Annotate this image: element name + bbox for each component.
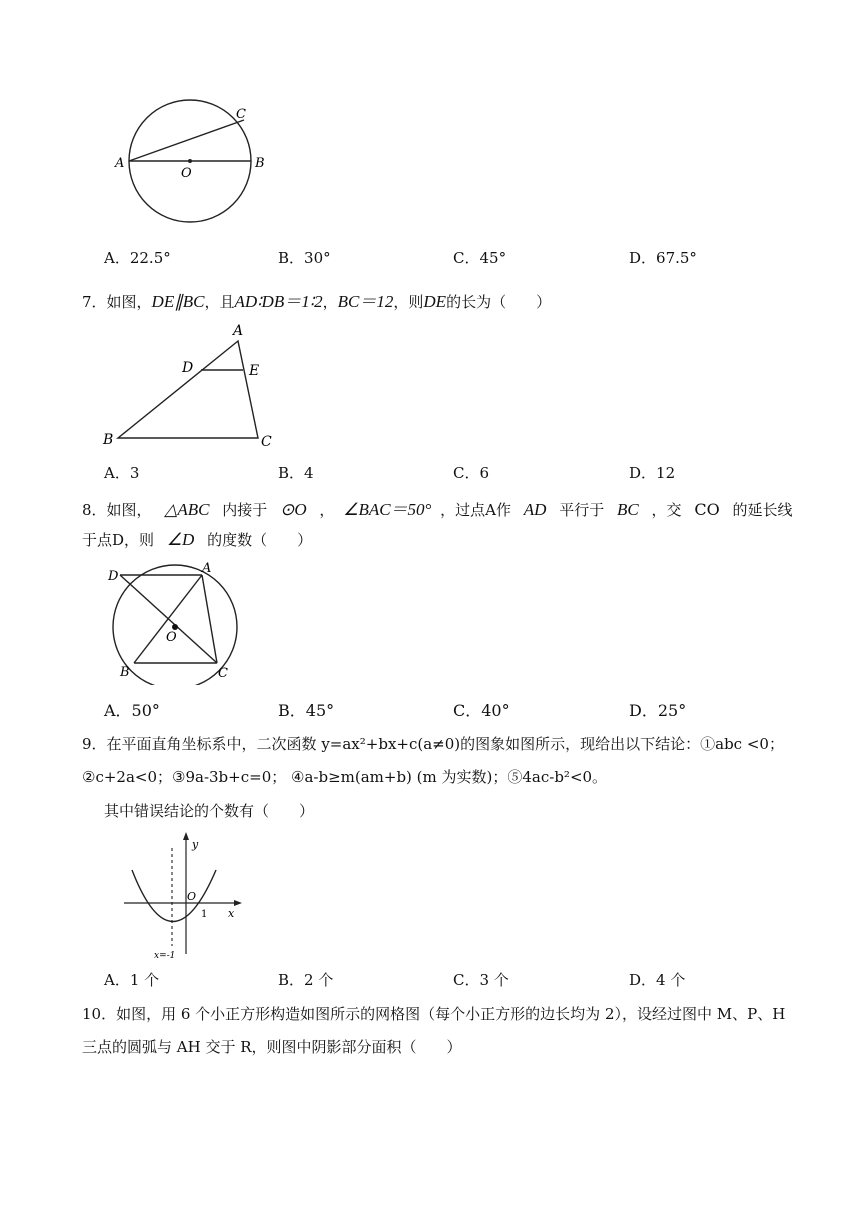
q7-text-3: ， [322, 293, 338, 311]
q6-option-c: C．45° [453, 249, 507, 267]
q8-l1-a: 8．如图， [82, 501, 152, 519]
q8-option-b: B．45° [278, 701, 335, 720]
q8-l1-m3: ∠BAC＝50° [343, 500, 432, 519]
q7-math-3: BC＝12 [337, 292, 394, 311]
q8-segment-ac [202, 575, 217, 663]
q8-l1-m4: AD [523, 500, 547, 519]
q9-option-d: D．4 个 [629, 971, 686, 989]
q7-triangle-figure [98, 318, 288, 453]
q8-circle-figure [104, 560, 249, 685]
q9-y-axis-arrow [183, 832, 189, 840]
q7-text-5: 的长为（ ） [446, 293, 552, 311]
q9-x-axis-arrow [234, 900, 242, 906]
q10-question-line-1: 10．如图，用 6 个小正方形构造如图所示的网格图（每个小正方形的边长均为 2），设经过图中 M、P、H [82, 1005, 786, 1023]
q8-l1-f: ，交 [651, 501, 682, 519]
q7-question-text [82, 287, 551, 312]
q6-option-b: B．30° [278, 249, 331, 267]
q6-label-a: A [115, 156, 125, 171]
q8-l2-m1: ∠D [166, 530, 195, 549]
q7-triangle-abc [118, 341, 258, 438]
q6-label-b: B [255, 156, 265, 171]
q9-label-y: y [192, 838, 199, 851]
q6-circle-figure [108, 92, 278, 227]
q9-option-b: B．2 个 [278, 971, 334, 989]
q7-option-d: D．12 [629, 464, 676, 482]
q7-math-4: DE [423, 292, 447, 311]
q7-label-b: B [103, 432, 114, 448]
q8-l1-b: 内接于 [222, 501, 268, 519]
q8-l1-m5: BC [617, 500, 639, 519]
q6-label-o: O [181, 166, 192, 181]
q6-chord-ac [129, 120, 244, 161]
q8-option-d: D．25° [629, 701, 687, 720]
q7-math-1: DE∥BC [151, 292, 205, 311]
q8-l2-a: 于点D，则 [82, 531, 155, 549]
q8-option-c: C．40° [453, 701, 510, 720]
q9-label-o: O [187, 890, 197, 903]
q8-l1-g: 的延长线 [732, 501, 793, 519]
q8-label-d: D [108, 569, 119, 584]
q8-l1-m2: ⊙O [280, 500, 307, 519]
q6-label-c: C [236, 107, 246, 122]
q6-option-a: A．22.5° [104, 249, 171, 267]
q8-l1-m1: △ABC [164, 500, 210, 519]
q7-text-1: 7．如图， [82, 293, 152, 311]
q9-option-c: C．3 个 [453, 971, 509, 989]
q9-label-one: 1 [201, 909, 208, 920]
q7-label-a: A [233, 323, 244, 339]
q8-l2-b: 的度数（ ） [207, 531, 313, 549]
q9-question-line-3: 其中错误结论的个数有（ ） [104, 802, 315, 820]
q8-l1-m6: CO [694, 500, 720, 519]
q9-question-line-2: ②c+2a<0；③9a-3b+c=0； ④a-b≥m(am+b) (m 为实数)；⑤4ac-b²<0。 [82, 768, 608, 786]
q6-center-dot [188, 159, 192, 163]
q8-l1-d: ，过点A作 [440, 501, 511, 519]
q7-option-b: B．4 [278, 464, 314, 482]
q8-question-line-1 [82, 495, 792, 520]
q8-l1-c: ， [319, 501, 335, 519]
q8-label-b: B [120, 665, 130, 680]
q6-option-d: D．67.5° [629, 249, 697, 267]
q7-option-c: C．6 [453, 464, 490, 482]
q7-label-d: D [182, 360, 194, 376]
q9-label-x: x [228, 907, 235, 920]
q8-label-o: O [166, 630, 177, 645]
q8-label-c: C [218, 666, 228, 681]
q7-label-c: C [261, 434, 272, 450]
q9-option-a: A．1 个 [104, 971, 160, 989]
q9-label-axis: x=-1 [154, 951, 176, 961]
q8-option-a: A．50° [104, 701, 160, 720]
q8-segment-ab [134, 575, 202, 663]
q10-question-line-2: 三点的圆弧与 AH 交于 R，则图中阴影部分面积（ ） [82, 1038, 462, 1056]
q8-question-line-2 [82, 529, 312, 550]
q8-label-a: A [202, 561, 212, 576]
q8-l1-e: 平行于 [559, 501, 605, 519]
q9-parabola-figure [120, 828, 255, 963]
q7-label-e: E [249, 363, 260, 379]
q9-question-line-1: 9．在平面直角坐标系中，二次函数 y=ax²+bx+c(a≠0)的图象如图所示，现给出以下结论：①abc <0； [82, 735, 784, 753]
q7-text-4: ，则 [393, 293, 424, 311]
q7-math-2: AD∶DB＝1∶2 [234, 292, 323, 311]
q7-option-a: A．3 [104, 464, 140, 482]
q7-text-2: ，且 [204, 293, 235, 311]
